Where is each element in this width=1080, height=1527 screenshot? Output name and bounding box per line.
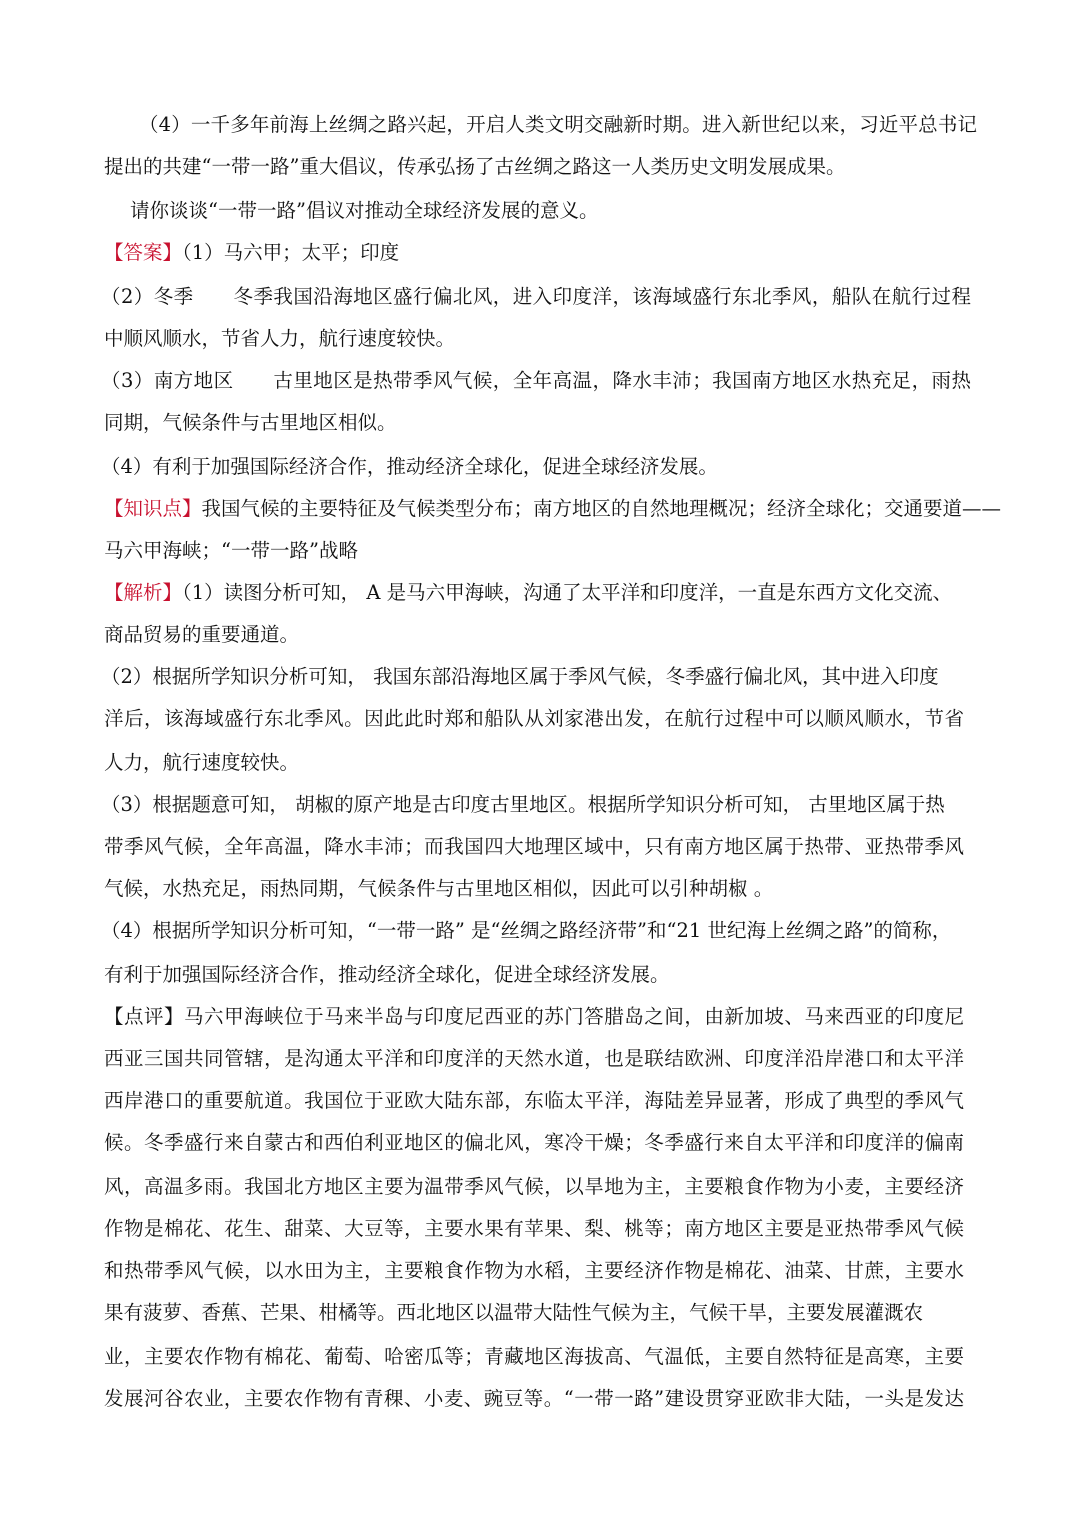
review-line-8: 果有菠萝、香蕉、芒果、柑橘等。西北地区以温带大陆性气候为主，气候干旱，主要发展灌溉农 (104, 1301, 924, 1324)
review-line-10: 发展河谷农业，主要农作物有青稞、小麦、豌豆等。“一带一路”建设贯穿亚欧非大陆，一头是发达 (104, 1387, 964, 1410)
answer-line-4: （3）南方地区 古里地区是热带季风气候，全年高温，降水丰沛；我国南方地区水热充足，雨热 (101, 369, 971, 392)
review-line-4: 候。冬季盛行来自蒙古和西伯利亚地区的偏北风，寒冷干燥；冬季盛行来自太平洋和印度洋的偏南 (104, 1131, 964, 1154)
answer-line-2: （2）冬季 冬季我国沿海地区盛行偏北风，进入印度洋，该海域盛行东北季风，船队在航行过程 (101, 285, 971, 308)
review-line-1 (104, 1004, 964, 1030)
knowledge-text-1: 我国气候的主要特征及气候类型分布；南方地区的自然地理概况；经济全球化；交通要道—— (201, 497, 1002, 520)
question-4-prompt: 请你谈谈“一带一路”倡议对推动全球经济发展的意义。 (130, 199, 599, 222)
answer-text-1: （1）马六甲；太平；印度 (182, 241, 400, 264)
knowledge-tag: 【知识点】 (104, 497, 202, 520)
review-line-2: 西亚三国共同管辖，是沟通太平洋和印度洋的天然水道，也是联结欧洲、印度洋沿岸港口和太平洋 (104, 1047, 964, 1070)
analysis-line-8: 气候，水热充足，雨热同期，气候条件与古里地区相似，因此可以引种胡椒 。 (104, 877, 774, 900)
analysis-line-10: 有利于加强国际经济合作，推动经济全球化，促进全球经济发展。 (104, 963, 670, 986)
analysis-line-1 (104, 580, 984, 606)
knowledge-line-1 (104, 496, 1002, 522)
analysis-line-3: （2）根据所学知识分析可知， 我国东部沿海地区属于季风气候，冬季盛行偏北风，其中进入印度 (101, 665, 939, 688)
analysis-line-4: 洋后，该海域盛行东北季风。因此此时郑和船队从刘家港出发，在航行过程中可以顺风顺水，节省 (104, 707, 964, 730)
review-line-6: 作物是棉花、花生、甜菜、大豆等，主要水果有苹果、梨、桃等；南方地区主要是亚热带季风气候 (104, 1217, 964, 1240)
answer-line-3: 中顺风顺水，节省人力，航行速度较快。 (104, 327, 456, 350)
answer-line-6: （4）有利于加强国际经济合作，推动经济全球化，促进全球经济发展。 (101, 455, 718, 478)
answer-tag: 【答案】 (104, 241, 183, 264)
analysis-line-2: 商品贸易的重要通道。 (104, 623, 300, 646)
analysis-line-7: 带季风气候，全年高温，降水丰沛；而我国四大地理区域中，只有南方地区属于热带、亚热带季风 (104, 835, 964, 858)
analysis-line-5: 人力，航行速度较快。 (104, 751, 300, 774)
question-4-line-1: （4）一千多年前海上丝绸之路兴起，开启人类文明交融新时期。进入新世纪以来，习近平总书记 (139, 113, 977, 136)
answer-line-5: 同期，气候条件与古里地区相似。 (104, 411, 397, 434)
review-line-9: 业，主要农作物有棉花、葡萄、哈密瓜等；青藏地区海拔高、气温低，主要自然特征是高寒，主要 (104, 1345, 964, 1368)
review-line-5: 风，高温多雨。我国北方地区主要为温带季风气候，以旱地为主，主要粮食作物为小麦，主要经济 (104, 1175, 964, 1198)
knowledge-line-2: 马六甲海峡；“一带一路”战略 (104, 539, 358, 562)
analysis-text-1: （1）读图分析可知， A 是马六甲海峡，沟通了太平洋和印度洋，一直是东西方文化交流、 (182, 581, 953, 604)
analysis-tag: 【解析】 (104, 581, 183, 604)
review-text-1: 马六甲海峡位于马来半岛与印度尼西亚的苏门答腊岛之间，由新加坡、马来西亚的印度尼 (184, 1005, 964, 1028)
review-line-7: 和热带季风气候，以水田为主，主要粮食作物为水稻，主要经济作物是棉花、油菜、甘蔗，主要水 (104, 1259, 964, 1282)
review-tag: 【点评】 (104, 1005, 185, 1028)
question-4-line-2: 提出的共建“一带一路”重大倡议，传承弘扬了古丝绸之路这一人类历史文明发展成果。 (104, 155, 846, 178)
review-line-3: 西岸港口的重要航道。我国位于亚欧大陆东部，东临太平洋，海陆差异显著，形成了典型的季风气 (104, 1089, 964, 1112)
answer-line-1 (104, 240, 984, 266)
analysis-line-6: （3）根据题意可知， 胡椒的原产地是古印度古里地区。根据所学知识分析可知， 古里地区属于热 (101, 793, 945, 816)
analysis-line-9: （4）根据所学知识分析可知，“一带一路” 是“丝绸之路经济带”和“21 世纪海上丝绸之路”的简称， (101, 919, 952, 942)
